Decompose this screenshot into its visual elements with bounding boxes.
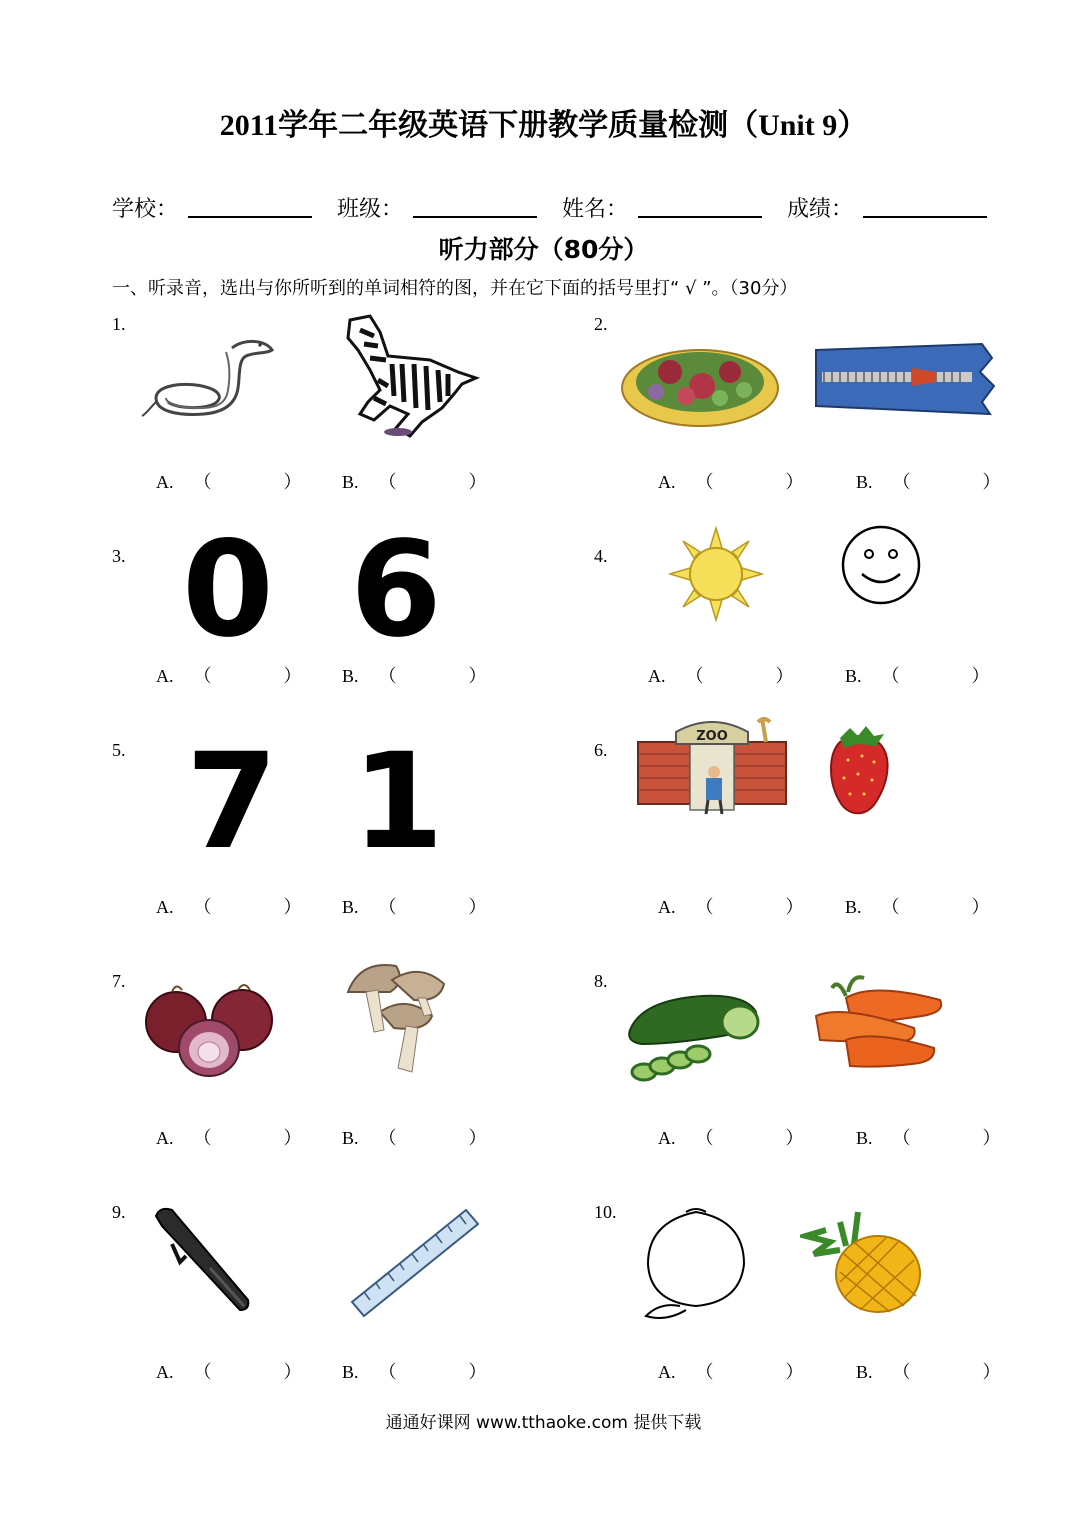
question-number: 9. xyxy=(112,1202,126,1222)
question-number: 3. xyxy=(112,546,126,566)
option-b[interactable]: B. （ ） xyxy=(856,472,1001,492)
option-b[interactable]: B. （ ） xyxy=(342,1362,487,1382)
mushroom-icon xyxy=(340,958,450,1082)
school-label: 学校： xyxy=(112,197,179,222)
option-a[interactable]: A. （ ） xyxy=(156,897,302,917)
question-number: 4. xyxy=(594,546,608,566)
name-label: 姓名： xyxy=(562,197,629,222)
page-title: 2011学年二年级英语下册教学质量检测（Unit 9） xyxy=(219,109,868,142)
pen-icon xyxy=(150,1204,254,1314)
smiley-face-icon xyxy=(840,524,922,606)
option-b[interactable]: B. （ ） xyxy=(856,1362,1001,1382)
cucumber-icon xyxy=(622,990,762,1088)
sun-icon xyxy=(668,526,764,622)
footer-text: 通通好课网 www.tthaoke.com 提供下载 xyxy=(385,1413,702,1433)
pineapple-icon xyxy=(800,1210,924,1320)
ruler-icon xyxy=(348,1206,482,1320)
option-a[interactable]: A. （ ） xyxy=(658,1362,804,1382)
option-a[interactable]: A. （ ） xyxy=(156,1128,302,1148)
option-a[interactable]: A. （ ） xyxy=(658,1128,804,1148)
option-a[interactable]: A. （ ） xyxy=(156,472,302,492)
question-number: 6. xyxy=(594,740,608,760)
question-number: 10. xyxy=(594,1202,617,1222)
score-blank[interactable] xyxy=(863,216,987,218)
option-b[interactable]: B. （ ） xyxy=(342,897,487,917)
name-blank[interactable] xyxy=(638,216,762,218)
orange-icon xyxy=(640,1206,752,1324)
digit-one: 1 xyxy=(352,725,444,879)
option-b[interactable]: B. （ ） xyxy=(342,472,487,492)
instruction-text: 一、听录音，选出与你所听到的单词相符的图，并在它下面的括号里打“ √ ”。（30分） xyxy=(112,278,798,299)
option-b[interactable]: B. （ ） xyxy=(845,897,990,917)
zoo-gate-icon xyxy=(634,714,790,818)
digit-seven: 7 xyxy=(186,725,278,879)
onion-icon xyxy=(142,980,276,1080)
option-b[interactable]: B. （ ） xyxy=(845,666,990,686)
question-number: 1. xyxy=(112,314,126,334)
section-title: 听力部分（80分） xyxy=(438,235,649,264)
student-info-row xyxy=(112,192,992,224)
option-b[interactable]: B. （ ） xyxy=(342,666,487,686)
zebra-icon xyxy=(330,310,480,440)
question-number: 8. xyxy=(594,971,608,991)
question-number: 5. xyxy=(112,740,126,760)
option-a[interactable]: A. （ ） xyxy=(658,897,804,917)
option-a[interactable]: A. （ ） xyxy=(156,666,302,686)
snake-icon xyxy=(140,332,280,424)
strawberry-icon xyxy=(826,724,892,818)
class-blank[interactable] xyxy=(413,216,537,218)
option-b[interactable]: B. （ ） xyxy=(342,1128,487,1148)
score-label: 成绩： xyxy=(787,197,854,222)
question-number: 7. xyxy=(112,971,126,991)
option-b[interactable]: B. （ ） xyxy=(856,1128,1001,1148)
option-a[interactable]: A. （ ） xyxy=(156,1362,302,1382)
option-a[interactable]: A. （ ） xyxy=(658,472,804,492)
option-a[interactable]: A. （ ） xyxy=(648,666,794,686)
digit-six: 6 xyxy=(350,513,442,667)
zipper-icon xyxy=(812,342,996,416)
carrot-icon xyxy=(802,968,948,1080)
class-label: 班级： xyxy=(337,197,404,222)
salad-icon xyxy=(620,336,780,432)
school-blank[interactable] xyxy=(188,216,312,218)
question-number: 2. xyxy=(594,314,608,334)
zoo-sign: ZOO xyxy=(696,729,728,744)
digit-zero: 0 xyxy=(182,513,274,667)
